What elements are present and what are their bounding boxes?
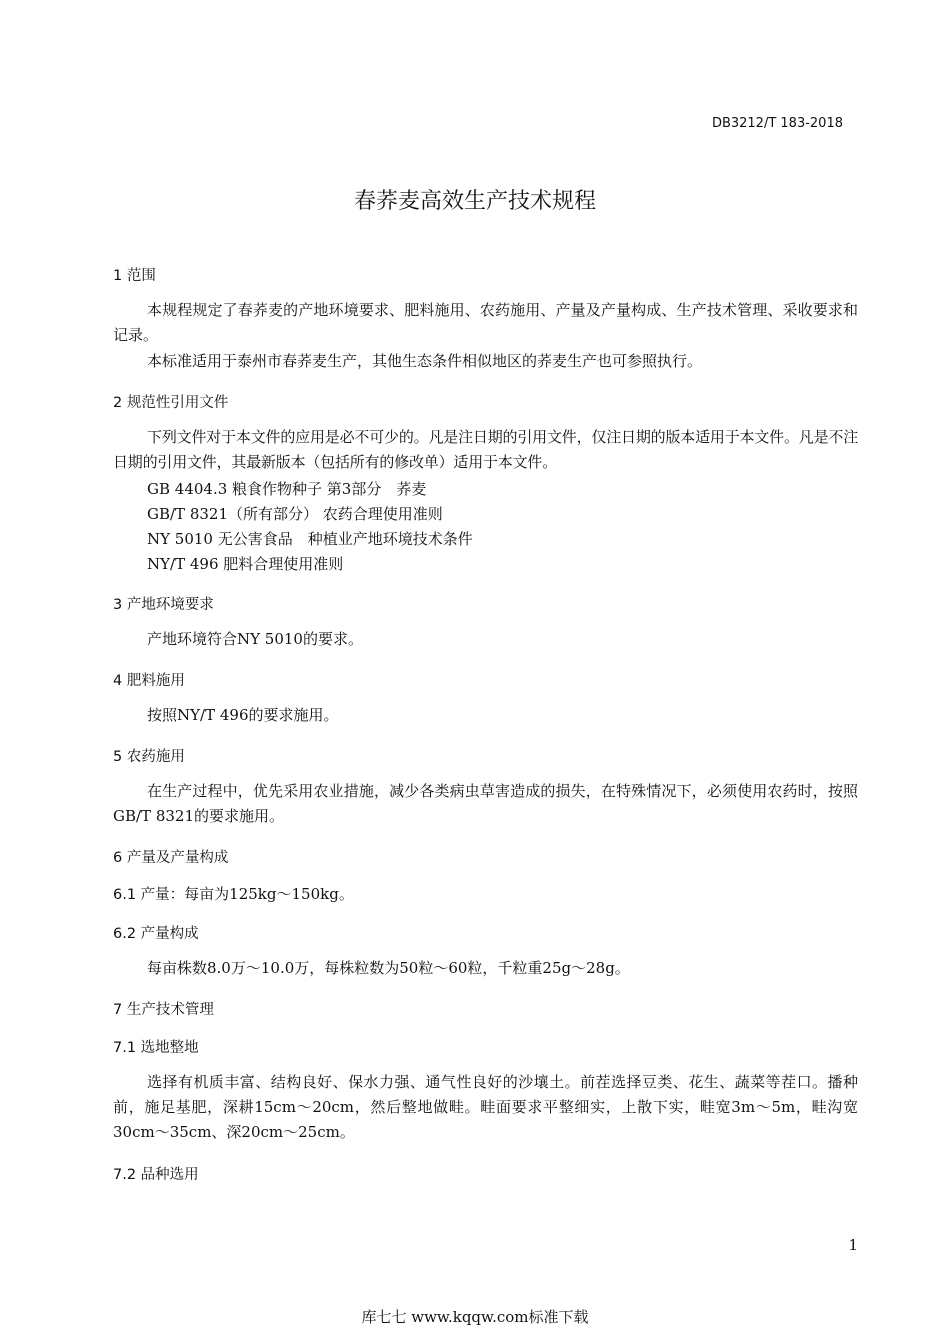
section-6-2-heading: 6.2 产量构成 xyxy=(113,926,199,942)
section-3-para: 产地环境符合NY 5010的要求。 xyxy=(147,630,363,648)
page-number: 1 xyxy=(848,1236,858,1254)
section-3-heading: 3 产地环境要求 xyxy=(113,597,214,613)
section-4-heading: 4 肥料施用 xyxy=(113,673,185,689)
document-title: 春荞麦高效生产技术规程 xyxy=(353,189,596,214)
section-1-para-2: 本标准适用于泰州市春荞麦生产，其他生态条件相似地区的荞麦生产也可参照执行。 xyxy=(147,352,703,370)
section-7-1-heading: 7.1 选地整地 xyxy=(113,1040,199,1056)
section-7-2-heading: 7.2 品种选用 xyxy=(113,1167,199,1183)
section-7-1-para: 选择有机质丰富、结构良好、保水力强、通气性良好的沙壤土。前茬选择豆类、花生、蔬菜等茬口。播种前，施足基肥，深耕15cm～20cm，然后整地做畦。畦面要求平整细实，上散下实，畦宽3m～5m，畦沟宽30cm～35cm、深20cm～25cm。 xyxy=(113,1073,858,1141)
section-5-heading: 5 农药施用 xyxy=(113,749,185,765)
section-4-para: 按照NY/T 496的要求施用。 xyxy=(147,706,339,724)
section-2-heading: 2 规范性引用文件 xyxy=(113,395,229,411)
section-5-para: 在生产过程中，优先采用农业措施，减少各类病虫草害造成的损失，在特殊情况下，必须使用农药时，按照GB/T 8321的要求施用。 xyxy=(113,782,858,825)
reference-item: NY 5010 无公害食品 种植业产地环境技术条件 xyxy=(147,530,473,548)
document-code: DB3212/T 183-2018 xyxy=(711,116,843,131)
footer-watermark: 库七七 www.kqqw.com标准下载 xyxy=(361,1308,589,1326)
section-6-1-text: 每亩为125kg～150kg。 xyxy=(184,885,354,903)
section-1-para-1: 本规程规定了春荞麦的产地环境要求、肥料施用、农药施用、产量及产量构成、生产技术管理、采收要求和记录。 xyxy=(113,301,858,344)
reference-item: GB 4404.3 粮食作物种子 第3部分 荞麦 xyxy=(147,480,427,498)
section-1-heading: 1 范围 xyxy=(113,268,156,284)
section-2-para: 下列文件对于本文件的应用是必不可少的。凡是注日期的引用文件，仅注日期的版本适用于本文件。凡是不注日期的引用文件，其最新版本（包括所有的修改单）适用于本文件。 xyxy=(113,428,858,471)
section-6-1-label: 6.1 产量： xyxy=(113,887,185,903)
reference-item: NY/T 496 肥料合理使用准则 xyxy=(147,555,344,573)
section-6-2-para: 每亩株数8.0万～10.0万，每株粒数为50粒～60粒，千粒重25g～28g。 xyxy=(147,959,630,977)
section-6-1 xyxy=(113,883,354,904)
section-7-heading: 7 生产技术管理 xyxy=(113,1002,214,1018)
section-6-heading: 6 产量及产量构成 xyxy=(113,850,229,866)
reference-item: GB/T 8321（所有部分） 农药合理使用准则 xyxy=(147,505,443,523)
